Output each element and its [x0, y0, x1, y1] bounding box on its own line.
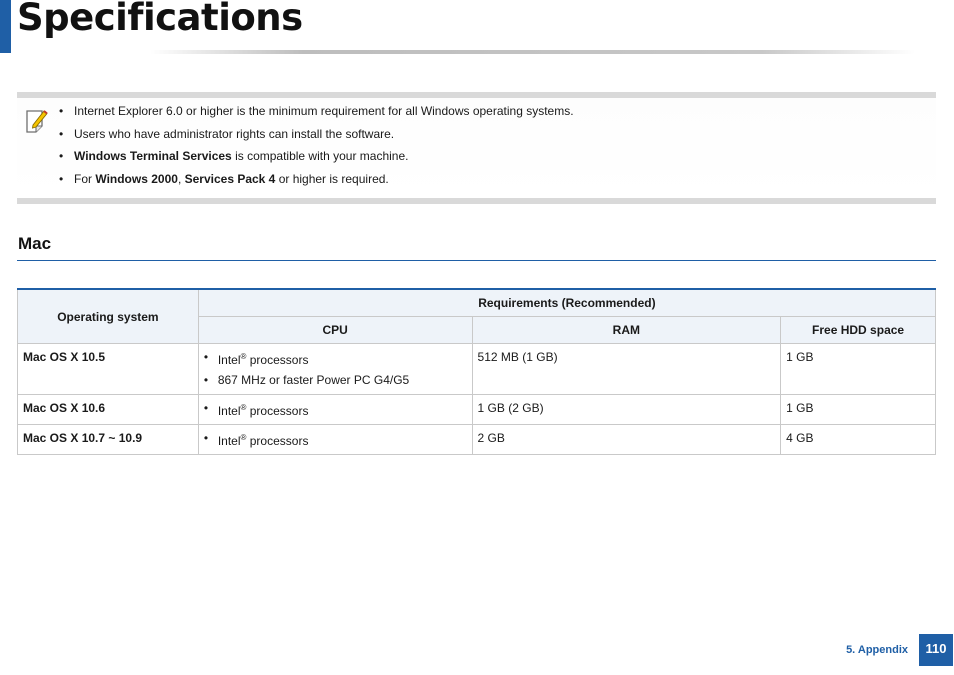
cpu-item	[218, 349, 466, 372]
note-item	[74, 172, 574, 195]
page-number-badge: 110	[919, 634, 953, 666]
cpu-cell	[198, 395, 472, 425]
header-cpu: CPU	[198, 317, 472, 344]
page-title: Specifications	[17, 0, 303, 39]
cpu-cell	[198, 344, 472, 395]
table-row	[18, 395, 936, 425]
note-item-text: Users who have administrator rights can install the software.	[74, 126, 395, 141]
hdd-cell: 1 GB	[781, 395, 936, 425]
header-hdd: Free HDD space	[781, 317, 936, 344]
note-item-text: ,	[177, 171, 185, 186]
registered-mark: ®	[240, 433, 247, 442]
os-cell: Mac OS X 10.7 ~ 10.9	[18, 425, 199, 455]
ram-cell: 2 GB	[472, 425, 781, 455]
ram-cell: 1 GB (2 GB)	[472, 395, 781, 425]
hdd-cell: 1 GB	[781, 344, 936, 395]
cpu-item-suffix: processors	[246, 353, 309, 367]
cpu-item	[218, 430, 466, 448]
section-heading: Mac	[18, 234, 52, 253]
note-item-text: For	[74, 171, 96, 186]
title-accent-bar	[0, 0, 11, 53]
cpu-item	[218, 372, 466, 387]
hdd-cell: 4 GB	[781, 425, 936, 455]
note-item-bold-text: Windows 2000	[95, 171, 178, 186]
header-ram: RAM	[472, 317, 781, 344]
section-rule	[17, 260, 936, 261]
note-item	[74, 104, 574, 127]
cpu-item-text: Intel	[217, 404, 241, 418]
registered-mark: ®	[240, 403, 247, 412]
cpu-item-text: Intel	[217, 353, 241, 367]
requirements-table	[17, 288, 936, 455]
note-list	[74, 104, 574, 194]
cpu-cell	[198, 425, 472, 455]
note-pencil-icon	[25, 108, 49, 134]
note-box	[17, 92, 936, 204]
table-row	[18, 425, 936, 455]
note-item	[74, 127, 574, 150]
os-cell: Mac OS X 10.5	[18, 344, 199, 395]
cpu-item-text: 867 MHz or faster Power PC G4/G5	[217, 373, 410, 387]
cpu-item-suffix: processors	[246, 404, 309, 418]
note-item-text: Internet Explorer 6.0 or higher is the minimum requirement for all Windows operating systems.	[74, 104, 574, 118]
header-requirements: Requirements (Recommended)	[198, 289, 935, 317]
cpu-item-suffix: processors	[246, 434, 309, 448]
note-item-bold-text: Windows Terminal Services	[74, 149, 232, 163]
footer-section-label: 5. Appendix	[846, 644, 908, 656]
os-cell: Mac OS X 10.6	[18, 395, 199, 425]
note-item-text: is compatible with your machine.	[231, 149, 409, 163]
ram-cell: 512 MB (1 GB)	[472, 344, 781, 395]
note-item	[74, 149, 574, 172]
note-item-text: or higher is required.	[275, 171, 389, 186]
cpu-item-text: Intel	[217, 434, 241, 448]
title-underline	[150, 50, 915, 54]
note-item-bold-text: Services Pack 4	[184, 171, 276, 186]
table-header-row	[18, 289, 936, 317]
cpu-item	[218, 400, 466, 418]
header-operating-system: Operating system	[18, 289, 199, 344]
registered-mark: ®	[240, 352, 247, 361]
table-row	[18, 344, 936, 395]
